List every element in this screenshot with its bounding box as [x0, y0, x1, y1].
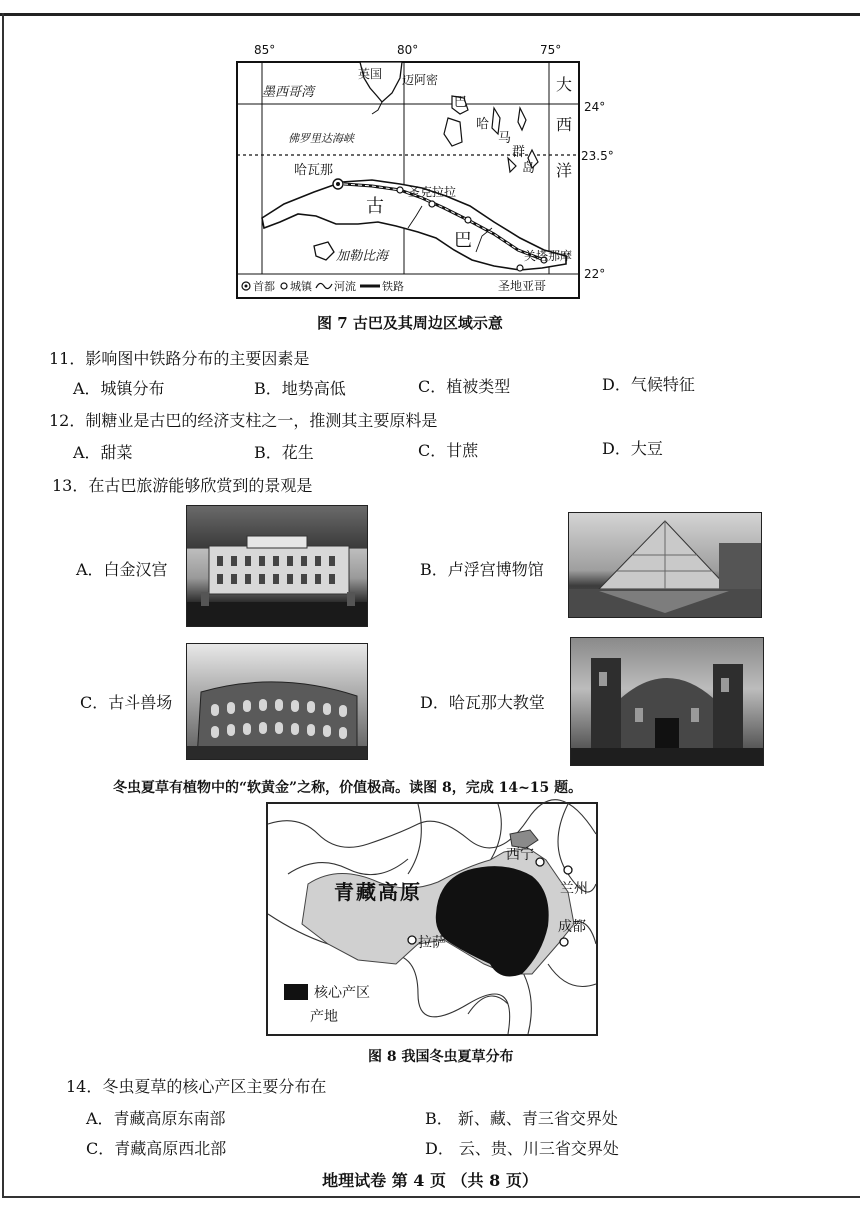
colosseum-photo: [186, 643, 368, 760]
q13-stem: 13．在古巴旅游能够欣赏到的景观是: [52, 476, 313, 495]
q12-stem: 12．制糖业是古巴的经济支柱之一，推测其主要原料是: [49, 411, 438, 430]
q11-option-a: A．城镇分布: [73, 379, 165, 398]
label-cuba-2: 巴: [454, 230, 472, 251]
label-lhasa: 拉萨: [418, 935, 446, 951]
legend-river: 河流: [334, 280, 356, 293]
label-uk: 英国: [358, 67, 383, 81]
legend-core-zone: 核心产区: [314, 985, 370, 1001]
label-atlantic-2: 西: [556, 115, 573, 134]
label-santiago: 圣地亚哥: [498, 279, 547, 293]
lon-label-75: 75°: [540, 43, 562, 57]
label-miami: 迈阿密: [402, 73, 439, 87]
label-bahamas-2: 哈: [476, 117, 490, 132]
label-havana: 哈瓦那: [294, 163, 334, 178]
legend-town: 城镇: [290, 280, 312, 293]
label-bahamas-1: 巴: [454, 95, 468, 110]
label-gulf-of-mexico: 墨西哥湾: [262, 85, 315, 100]
lat-label-23-5: 23.5°: [581, 149, 614, 163]
q11-option-b: B．地势高低: [254, 379, 346, 398]
lon-label-85: 85°: [254, 43, 276, 57]
legend-railway: 铁路: [382, 280, 404, 293]
page-bottom-border: [2, 1196, 860, 1198]
label-atlantic-1: 大: [556, 75, 573, 94]
label-xining: 西宁: [506, 847, 534, 863]
cordyceps-map: [266, 802, 598, 1036]
label-lanzhou: 兰州: [560, 881, 588, 897]
figure7-caption: 图 7 古巴及其周边区域示意: [317, 314, 503, 332]
q11-option-d: D．气候特征: [602, 375, 695, 394]
lon-label-80: 80°: [397, 43, 419, 57]
q12-option-b: B．花生: [254, 443, 314, 462]
map-legend: [242, 279, 404, 293]
label-cuba-1: 古: [366, 196, 384, 217]
cuba-map: [232, 38, 614, 300]
label-chengdu: 成都: [558, 919, 586, 935]
label-bahamas-3: 马: [498, 131, 512, 146]
lat-label-22: 22°: [584, 267, 606, 281]
page-left-border: [2, 13, 4, 1198]
legend-capital: 首都: [253, 280, 275, 293]
q12-option-a: A．甜菜: [73, 443, 133, 462]
intro-text: 冬虫夏草有植物中的“软黄金”之称，价值极高。读图 8，完成 14~15 题。: [113, 780, 583, 796]
figure8-caption: 图 8 我国冬虫夏草分布: [368, 1049, 514, 1065]
q14-stem: 14．冬虫夏草的核心产区主要分布在: [66, 1077, 327, 1096]
louvre-photo: [568, 512, 762, 618]
q11-option-c: C．植被类型: [418, 377, 511, 396]
legend-production-area: 产地: [310, 1009, 338, 1025]
q11-stem: 11．影响图中铁路分布的主要因素是: [49, 349, 310, 368]
page-footer: 地理试卷 第 4 页 （共 8 页）: [322, 1171, 538, 1190]
label-bahamas-5: 岛: [522, 161, 536, 176]
label-santa-clara: 圣克拉拉: [408, 185, 457, 199]
q13-option-d: D．哈瓦那大教堂: [420, 693, 545, 712]
label-atlantic-3: 洋: [556, 161, 573, 180]
label-florida-strait: 佛罗里达海峡: [288, 132, 354, 145]
page-top-border: [0, 13, 860, 16]
label-bahamas-4: 群: [512, 145, 526, 160]
label-plateau: 青藏高原: [334, 880, 422, 904]
q14-option-c: C．青藏高原西北部: [86, 1139, 227, 1158]
q12-option-c: C．甘蔗: [418, 441, 479, 460]
q13-option-c: C．古斗兽场: [80, 693, 173, 712]
q13-option-a: A．白金汉宫: [76, 560, 168, 579]
q13-option-b: B．卢浮宫博物馆: [420, 560, 544, 579]
buckingham-palace-photo: [186, 505, 368, 627]
q14-option-a: A．青藏高原东南部: [86, 1109, 226, 1128]
label-caribbean: 加勒比海: [336, 249, 389, 264]
label-guantanamo: 关塔那摩: [524, 249, 573, 263]
q14-option-d: D． 云、贵、川三省交界处: [425, 1139, 619, 1158]
q12-option-d: D．大豆: [602, 439, 663, 458]
havana-cathedral-photo: [570, 637, 764, 766]
lat-label-24: 24°: [584, 100, 606, 114]
q14-option-b: B． 新、藏、青三省交界处: [425, 1109, 618, 1128]
